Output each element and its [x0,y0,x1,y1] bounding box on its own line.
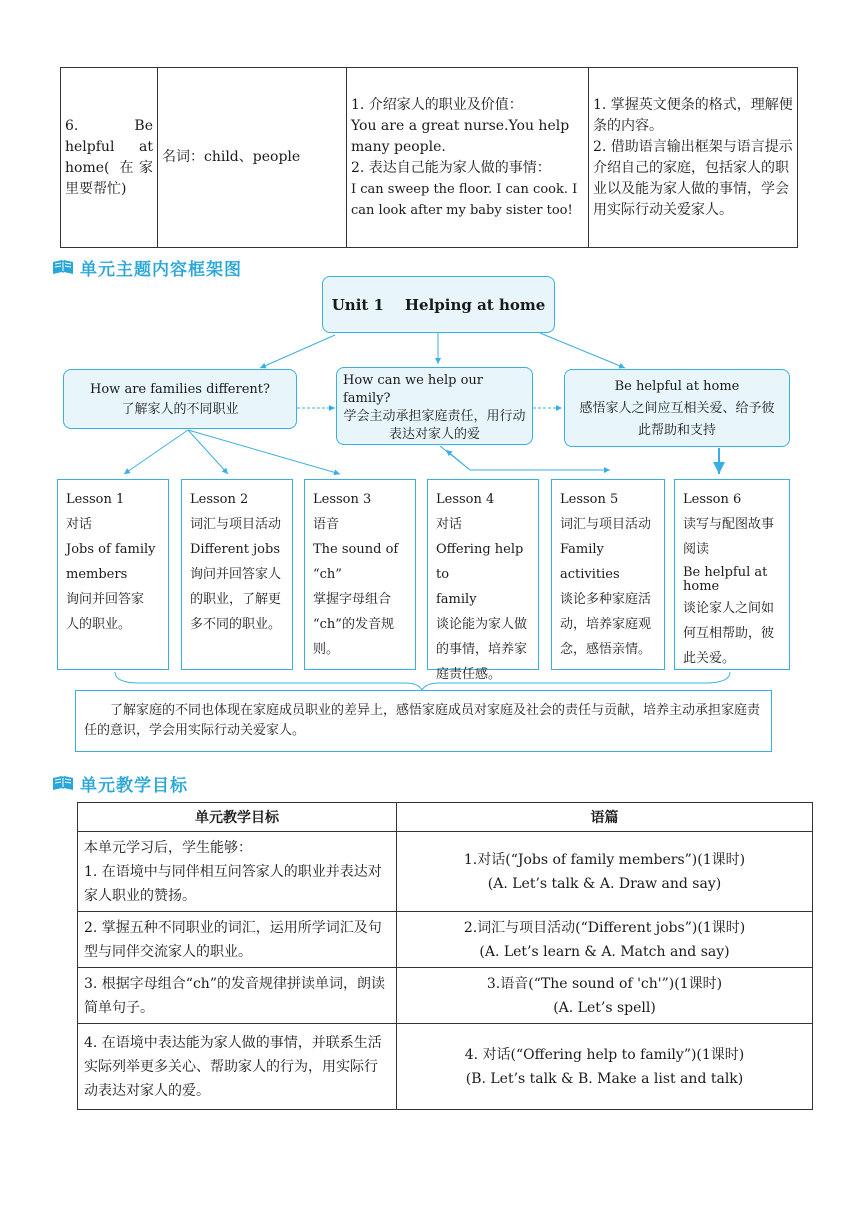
theme-box-3: Be helpful at home 感悟家人之间应互相关爱、给予彼此帮助和支持 [564,369,790,447]
unit-title: Unit 1 Helping at home [331,296,546,314]
language-cell: 1. 介绍家人的职业及价值： You are a great nurse.You help many people. 2. 表达自己能为家人做的事情： I can sweep the floor. I can cook. I can look after my baby sister too! [347,68,589,248]
goals-cell: 1. 掌握英文便条的格式，理解便条的内容。 2. 借助语言输出框架与语言提示介绍自己的家庭，包括家人的职业以及能为家人做的事情，学会用实际行动关爱家人。 [589,68,798,248]
table-header-row [78,803,813,832]
lesson-box-6: Lesson 6 读写与配图故事 阅读 Be helpful at home 谈论家人之间如 何互相帮助，彼 此关爱。 [674,479,790,670]
framework-summary: 了解家庭的不同也体现在家庭成员职业的差异上，感悟家庭成员对家庭及社会的责任与贡献，培养主动承担家庭责任的意识，学会用实际行动关爱家人。 [75,690,772,752]
book-icon [52,775,74,791]
lesson-box-2: Lesson 2 词汇与项目活动 Different jobs 询问并回答家人 的职业，了解更 多不同的职业。 [181,479,293,670]
teaching-goals-table [77,802,813,1110]
vocab-cell: 名词：child、people [158,68,347,248]
table-row [78,912,813,968]
goal-cell: 本单元学习后，学生能够： 1. 在语境中与同伴相互问答家人的职业并表达对家人职业的赞扬。 [78,832,397,912]
lesson-box-1: Lesson 1 对话 Jobs of family members 询问并回答家 人的职业。 [57,479,169,670]
unit-title-box [322,276,555,333]
table-row [78,1024,813,1110]
goal-cell: 4. 在语境中表达能为家人做的事情，并联系生活实际列举更多关心、帮助家人的行为，用实际行动表达对家人的爱。 [78,1024,397,1110]
lesson-cell: 6. Be helpful at home( 在家里要帮忙) [61,68,158,248]
table-row [78,968,813,1024]
section-heading-goals [52,770,188,796]
goal-cell: 3. 根据字母组合“ch”的发音规律拼读单词，朗读简单句子。 [78,968,397,1024]
text-cell: 3.语音(“The sound of 'ch'”)(1课时) (A. Let’s spell) [397,968,813,1024]
theme-box-2: How can we help our family? 学会主动承担家庭责任，用行动表达对家人的爱 [336,367,533,445]
text-cell: 2.词汇与项目活动(“Different jobs”)(1课时) (A. Let’s learn & A. Match and say) [397,912,813,968]
lesson-box-5: Lesson 5 词汇与项目活动 Family activities 谈论多种家庭活 动，培养家庭观 念，感悟亲情。 [551,479,665,670]
lesson-box-3: Lesson 3 语音 The sound of “ch” 掌握字母组合 “ch”的发音规 则。 [304,479,416,670]
theme-box-1: How are families different? 了解家人的不同职业 [63,369,297,429]
text-cell: 1.对话(“Jobs of family members”)(1课时) (A. Let’s talk & A. Draw and say) [397,832,813,912]
column-header: 单元教学目标 [78,803,397,832]
column-header: 语篇 [397,803,813,832]
goal-cell: 2. 掌握五种不同职业的词汇，运用所学词汇及句型与同伴交流家人的职业。 [78,912,397,968]
lesson-box-4: Lesson 4 对话 Offering help to family 谈论能为家人做 的事情，培养家 庭责任感。 [427,479,539,670]
text-cell: 4. 对话(“Offering help to family”)(1课时) (B. Let’s talk & B. Make a list and talk) [397,1024,813,1110]
section-title: 单元教学目标 [80,775,188,796]
table-row [78,832,813,912]
section-title: 单元主题内容框架图 [80,259,242,280]
